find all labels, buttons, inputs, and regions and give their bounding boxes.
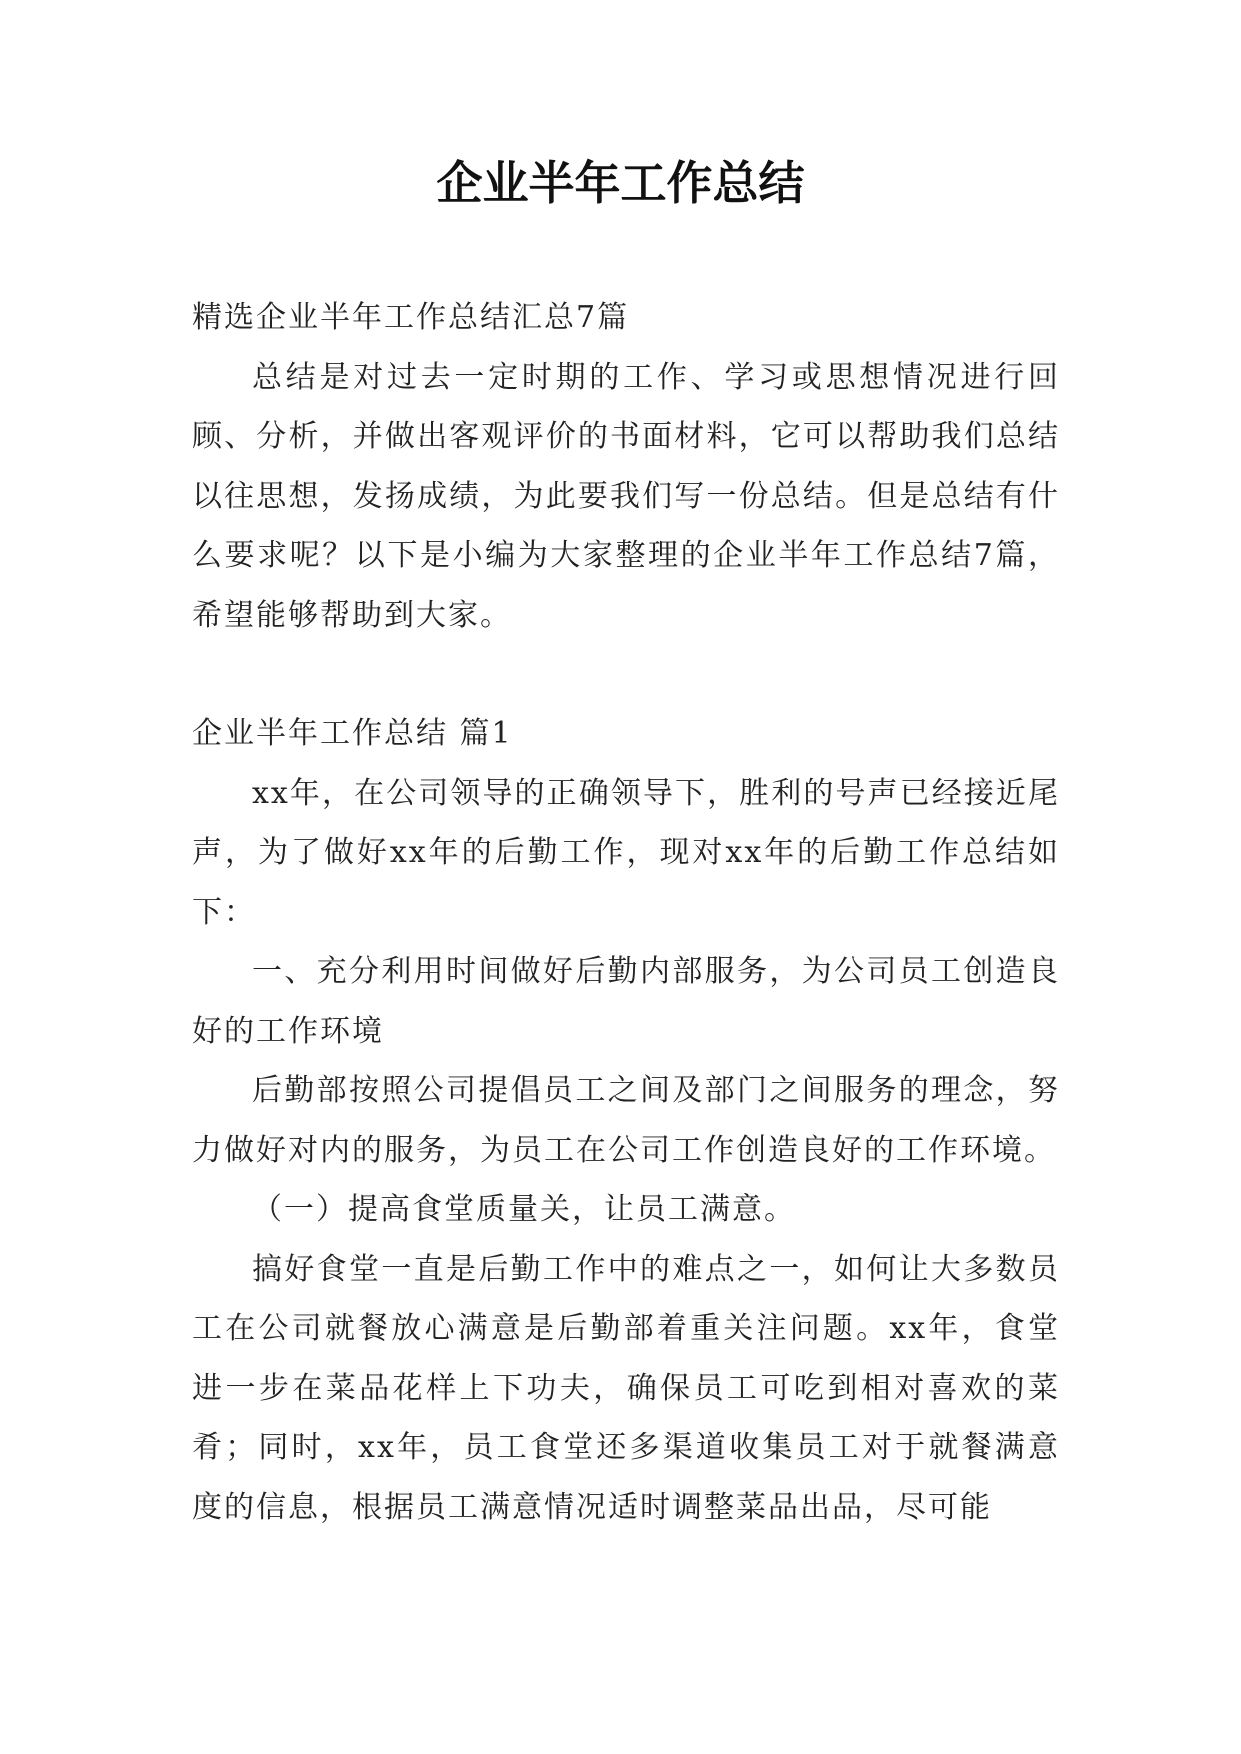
body-paragraph: 一、充分利用时间做好后勤内部服务，为公司员工创造良好的工作环境 — [192, 954, 1060, 1049]
body-paragraph: （一）提高食堂质量关，让员工满意。 — [252, 1192, 796, 1227]
section-heading: 企业半年工作总结 篇1 — [192, 716, 513, 751]
intro-paragraph: 总结是对过去一定时期的工作、学习或思想情况进行回顾、分析，并做出客观评价的书面材料，它可以帮助我们总结以往思想，发扬成绩，为此要我们写一份总结。但是总结有什么要求呢？以下是小编为大家整理的企业半年工作总结7篇，希望能够帮助到大家。 — [192, 359, 1060, 633]
body-paragraph: 后勤部按照公司提倡员工之间及部门之间服务的理念，努力做好对内的服务，为员工在公司工作创造良好的工作环境。 — [192, 1073, 1060, 1168]
document-subtitle: 精选企业半年工作总结汇总7篇 — [192, 300, 630, 335]
document-title: 企业半年工作总结 — [436, 156, 805, 210]
body-paragraph: xx年，在公司领导的正确领导下，胜利的号声已经接近尾声，为了做好xx年的后勤工作，现对xx年的后勤工作总结如下： — [192, 775, 1060, 930]
section-gap — [192, 645, 1060, 704]
document-body — [192, 288, 1060, 1537]
body-paragraph: 搞好食堂一直是后勤工作中的难点之一，如何让大多数员工在公司就餐放心满意是后勤部着重关注问题。xx年，食堂进一步在菜品花样上下功夫，确保员工可吃到相对喜欢的菜肴；同时，xx年，员工食堂还多渠道收集员工对于就餐满意度的信息，根据员工满意情况适时调整菜品出品，尽可能 — [192, 1251, 1060, 1525]
